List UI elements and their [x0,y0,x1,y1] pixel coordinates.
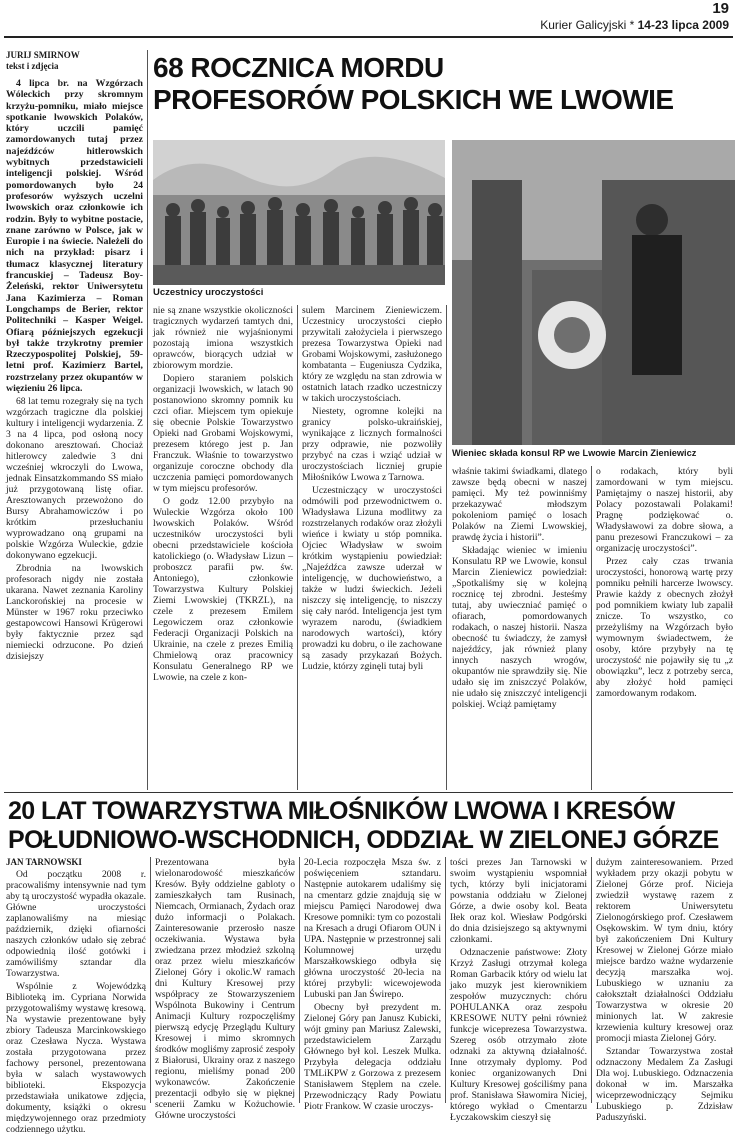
photo-ceremony-participants [153,140,445,285]
column-divider [299,857,300,1103]
column-divider [591,857,592,1103]
article1-lead: 4 lipca br. na Wzgórzach Wóleckich przy skromnym krzyżu-pomniku, miało miejsce spotkanie lwowskich Polaków, który uczcili pamięć zamordowanych tutaj przez najeźdźców hitlerowskich wybitnych przedstawicieli inteligencji polskiej. Wśród pomordowanych było 24 profesorów wyższych uczelni lwowskich oraz członkowie ich rodzin. Były to wybitne postacie, znane zarówno w Polsce, jak w Europie i na świecie. Należeli do nich na przykład: pisarz i tłumacz klasycznej literatury francuskiej – Tadeusz Boy-Żeleński, rektor Uniwersytetu Jana Kazimierza – Roman Longchamps de Berier, rektor Politechniki – Kasper Weigel. Ofiarą późniejszych egzekucji był także trzykrotny premier Rzeczypospolitej Polskiej, 59-letni prof. Kazimierz Bartel, rozstrzelany przez okupantów w więzieniu 26 lipca. [6,78,143,395]
article2-column-5 [596,857,733,1123]
paragraph: Uczestniczący w uroczystości odmówili pod przewodnictwem o. Władysława Lizuna modlitwy za rozstrzelanych rodaków oraz złożyli wieńce i kwiaty u stóp pomnika. Ojciec Władysław w swoim krótkim wystąpieniu powiedział: „Najeźdźca zawsze uderzał w inteligencję, w duchowieństwo, a także w ludzi świeckich. Jeżeli niszczy się inteligencję, to niszczy się cały naród. Inteligencja jest tym wyrazem narodu, (świadkiem narodowych wartości), który prowadzi ku dobru, o ile zachowane są zasady przykazań Bożych. Ludzie, którzy zginęli tutaj byli [302,485,442,672]
article1-title-line1: 68 ROCZNICA MORDU [153,52,444,83]
paragraph: nie są znane wszystkie okoliczności tragicznych wydarzeń tamtych dni, jak również nie wyjaśnionymi pozostają imiona wszystkich oprawców, biorących udział w zbiorowym mordzie. [153,305,293,371]
column-divider [445,857,446,1103]
article2-title-line2: POŁUDNIOWO-WSCHODNICH, ODDZIAŁ W ZIELONEJ GÓRZE [8,826,719,854]
paragraph: sulem Marcinem Zieniewiczem. Uczestnicy uroczystości ciepło przywitali założyciela i pierwszego prezesa Towarzystwa Opieki nad Grobami Wojskowymi, zasłużonego kombatanta – Eugeniusza Cydzika, który ze względu na stan zdrowia w ostatnich latach rzadko uczestniczy w takich uroczystościach. [302,305,442,404]
photo1-caption: Uczestnicy uroczystości [153,287,264,298]
paragraph: Wspólnie z Wojewódzką Biblioteką im. Cypriana Norwida przygotowaliśmy wystawę kresową. Na wystawie prezentowane były zbiory Tadeusza Marcinkowskiego oraz Czesława Nycza. Wystawa została przygotowana przez fachowy personel, prezentowana była w salach wystawowych biblioteki. Ekspozycja przedstawiała unikatowe zdjęcia, dokumenty, książki o okresu międzywojennego oraz przedmioty codziennego użytku. [6,981,146,1135]
article2-column-1 [6,857,146,1135]
article1-byline [6,50,143,72]
paragraph: Zbrodnia na lwowskich profesorach nigdy nie została ukarana. Nawet zeznania Karoliny Lanckorońskiej na procesie w Münster w 1967 roku przeciwko gestapowcowi Hansowi Krügerowi były faktycznie przez sąd niemiecki odrzucone. Po dzień dzisiejszy [6,563,143,663]
article1-title [153,52,731,116]
issue-date: 14-23 lipca 2009 [637,18,729,32]
photo-consul-wreath [452,140,735,445]
article-separator [4,792,733,793]
paragraph: Przez cały czas trwania uroczystości, honorową wartę przy pomniku pełnili harcerze lwowscy. Prawie każdy z obecnych złożył pod pomnikiem kwiaty lub zapalił znicze. To wszystko, co przeżyliśmy na Wzgórzach było wymownym świadectwem, że osoby, które przybyły na tę uroczystość nie pojawiły się tu „z obowiązku”, lecz z potrzeby serca, aby złożyć hołd pamięci zamordowanym rodakom. [596,556,733,699]
header-rule [4,36,733,38]
article1-column-1 [6,50,143,790]
article1-author: JURIJ SMIRNOW [6,50,80,60]
publication-name: Kurier Galicyjski * [540,18,635,32]
paragraph: 68 lat temu rozegrały się na tych wzgórzach tragiczne dla polskiej kultury i inteligencji wydarzenia. Z 3 na 4 lipca, pod osłoną nocy dokonano aresztowań. Chociaż hitlerowcy zaledwie 3 dni wcześniej wkroczyli do Lwowa, jednak Einsatzkommando SS miało już przygotowaną listę ofiar. Aresztowanych przewożono do Bursy Abrahamowiczów i po krótkim przesłuchaniu wyprowadzano oną grupami na polskie Wzgórza Wuleckie, gdzie dokonywano egzekucji. [6,396,143,562]
paragraph: Sztandar Towarzystwa został odznaczony Medalem Za Zasługi Dla woj. Lubuskiego. Odznaczenia dokonał w im. Marszałka wiceprzewodniczący Sejmiku Lubuskiego p. Zdzisław Paduszyński. [596,1046,733,1123]
paragraph: Obecny był prezydent m. Zielonej Góry pan Janusz Kubicki, wójt gminy pan Mariusz Zalewski, przedstawicielem Zarządu Głównego był kol. Leszek Mulka. Przybyła delegacja oddziału TMLiKPW z Gorzowa z prezesem Stanisławem Stęplem na czele. Przewodniczący Rady Powiatu Piotr Frankow. W czasie uroczys- [304,1002,441,1112]
article1-author-note: tekst i zdjęcia [6,61,59,71]
article2-column-4 [450,857,587,1123]
article2-author: JAN TARNOWSKI [6,857,82,867]
column-divider [446,305,447,790]
article2-column-3 [304,857,441,1112]
column-divider [147,50,148,790]
column-divider [591,466,592,790]
paragraph: O godz 12.00 przybyło na Wuleckie Wzgórza około 100 lwowskich Polaków. Wśród uczestników uroczystości byli obecni przedstawiciele kościoła katolickiego (o. Władysław Lizun – proboszcz parafii pw. św. Antoniego), członkowie Towarzystwa Kultury Polskiej Ziemi Lwowskiej (TKRZL), na czele z prezesem Emilem Legowiczem oraz członkowie Federacji Organizacji Polskich na Ukrainie, na czele z prezes Emilią Chmielową oraz pracownicy Konsulatu Generalnego RP we Lwowie, na czele z kon- [153,496,293,683]
paragraph: 20-Lecia rozpoczęła Msza św. z poświęceniem sztandaru. Następnie autokarem udaliśmy się na cmentarz gdzie znajdują się w miejscu Pamięci Narodowej dwa Kresowe pomniki: tym co pozostali na Kresach a drugi Ofiarom OUN i UPA. Następnie w przestronnej sali Kolumnowej urzędu Marszałkowskiego odbyła się główna uroczystość 20-lecia na której przybyli: wicewojewoda Lubuski pan Jan Świrepo. [304,857,441,1000]
crowd-photo-icon [153,140,445,285]
paragraph: dużym zainteresowaniem. Przed wykładem przy okazji pobytu w Zielonej Górze prof. Nicieja zwiedził wystawę razem z rektorem Uniwersytetu Zielonogórskiego prof. Czesławem Osękowskim. W tym dniu, który był zakończeniem Dni Kultury Kresowej w Zielonej Górze miało miejsce bardzo ważne wydarzenie decyzją marszałka woj. Lubuskiego w uznaniu za całokształt działalności Oddziału Towarzystwa w okresie 20 minionych lat. W zakresie krzewienia kultury kresowej oraz promocji miasta Zielonej Góry. [596,857,733,1044]
article1-column-5 [596,466,733,790]
paragraph: Składając wieniec w imieniu Konsulatu RP we Lwowie, konsul Marcin Zieniewicz powiedział: „Spotkaliśmy się w kolejną rocznicę tej zbrodni. Jesteśmy tutaj, aby uwieczniać pamięć o ofiarach, pomordowanych rodakach, o naszej historii. Nasza obecność tu świadczy, że zamysł najeźdźcy, jak również plany innych naszych wrogów, okupantów nie sprawdziły się. Nie udało się im zniszczyć Polaków, nie udało się zniszczyć inteligencji polskiej. Wciąż pamiętamy [452,545,587,710]
paragraph: właśnie takimi świadkami, dlatego zawsze będą obecni w naszej pamięci. My też powinniśmy przekazywać młodszym pokoleniom pamięć o losach Polaków na Ziemi Lwowskiej, prawdę życia i historii”. [452,466,587,543]
paragraph: o rodakach, który byli zamordowani w tym miejscu. Pamiętajmy o naszej historii, aby Polacy pozostawali Polakami! Pragnę podziękować o. Władysławowi za dobre słowa, a panu prezesowi Franczukowi – za organizację uroczystości”. [596,466,733,554]
article2-title-line1: 20 LAT TOWARZYSTWA MIŁOŚNIKÓW LWOWA I KRESÓW [8,797,675,825]
paragraph: Niestety, ogromne kolejki na granicy polsko-ukraińskiej, wynikające z licznych formalności przy odprawie, nie pozwoliły przybyć na czas i wziąć udział w uroczystościach liczniej grupie Miłośników Lwowa z Tarnowa. [302,406,442,483]
article1-column-2 [153,305,293,790]
photo2-caption: Wieniec składa konsul RP we Lwowie Marcin Zieniewicz [452,448,697,458]
paragraph: Odznaczenie państwowe: Złoty Krzyż Zasługi otrzymał kolega Roman Garbacik który od wielu lat jako muzyk jest kierownikiem zespołów muzycznych: chóru POHULANKA oraz zespołu KRESOWE NUTY pełni również funkcje wiceprezesa Towarzystwa. Szereg osób otrzymało złote odznaki za aktywną działalność. Inne otrzymały dyplomy. Pod koniec organizowanych Dni Kultury Kresowej gościliśmy pana prof. Stanisława Sławomira Niciej, którego wykład o Cmentarzu Łyczakowskim cieszył się [450,947,587,1123]
wreath-photo-icon [452,140,735,445]
paragraph: Prezentowana była wielonarodowość mieszkańców Kresów. Były oddzielne gabloty o zamieszkałych tam Rusinach, Niemcach, Ormianach, Żydach oraz dużo informacji o Polakach. Zainteresowanie przerosło nasze oczekiwania. Wystawa była zwiedzana przez młodzież szkolną oraz przez wielu mieszkańców Zielonej Góry i okolic.W ramach dni Kultury Kresowej przy współpracy ze Stowarzyszeniem Wspólnota Bukowiny i Centrum Animacji Kultury rozpoczęliśmy pierwszą edycję Przeglądu Kultury Kresowej i mimo skromnych środków mogliśmy zaprosić zespoły z Białorusi, Ukrainy oraz z naszego regionu, mieliśmy ponad 200 wykonawców. Zakończenie prezentacji odbyło się w pięknej scenerii Zamku w Kożuchowie. Główne uroczystości [155,857,295,1121]
article1-column-3 [302,305,442,790]
column-divider [150,857,151,1103]
article1-title-line2: PROFESORÓW POLSKICH WE LWOWIE [153,84,674,115]
paragraph: tości prezes Jan Tarnowski w swoim wystąpieniu wspomniał tych, którzy byli inicjatorami powstania oddziału w Zielonej Górze, a dwie osoby kol. Beata Iłek oraz kol. Wiesław Podgórski do dnia dzisiejszego są aktywnymi członkami. [450,857,587,945]
paragraph: Od początku 2008 r. pracowaliśmy intensywnie nad tym aby tą uroczystość wypadła okazale. Główne uroczystości zaplanowaliśmy na miesiąc październik, dzięki ofiarności naszych członków udało się zebrać odpowiednią ilość gotówki i zamówiliśmy sztandar dla Towarzystwa. [6,869,146,979]
page-number: 19 [712,0,729,17]
article2-title [8,797,733,855]
masthead [540,18,729,32]
paragraph: Dopiero staraniem polskich organizacji lwowskich, w latach 90 postanowiono skromny pomnik ku czci ofiar. Miejscem tym opiekuje się obecnie Polskie Towarzystwo Opieki nad Grobami Wojskowymi, prezesem którego jest p. Jan Franczuk. Właśnie to towarzystwo organizuje coroczne obchody dla uczczenia pamięci pomordowanych w tym miejscu profesorów. [153,373,293,494]
article1-column-4 [452,466,587,790]
article2-column-2 [155,857,295,1121]
column-divider [297,305,298,790]
